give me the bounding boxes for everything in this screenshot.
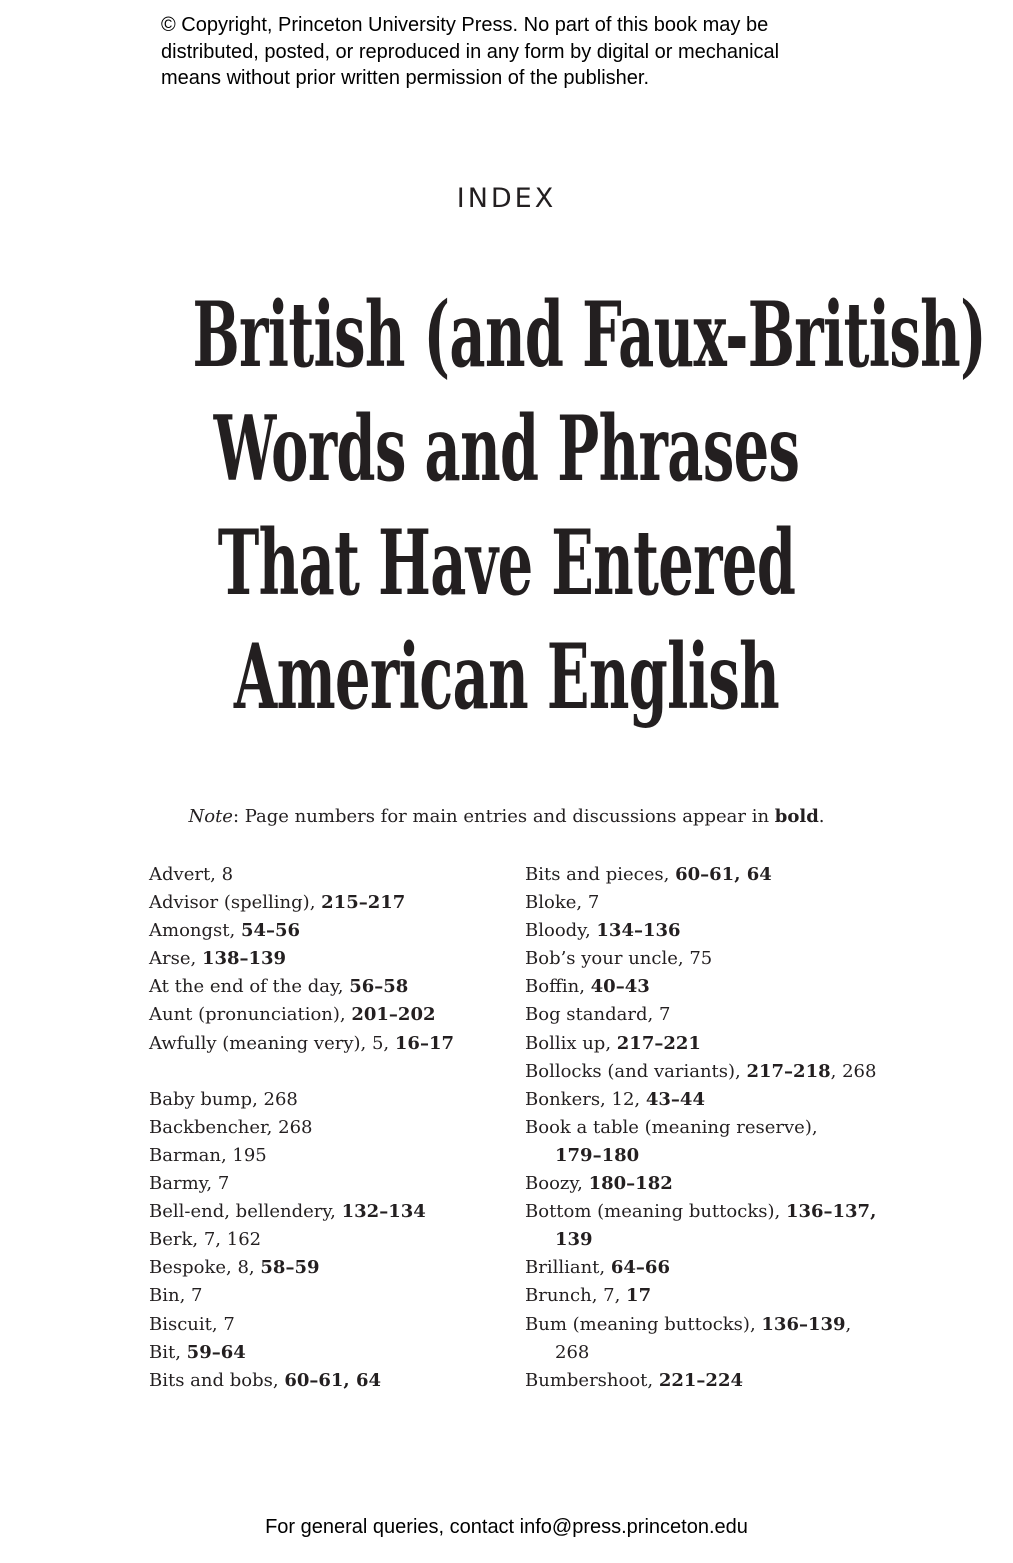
copyright-line: means without prior written permission of the publisher.: [161, 67, 650, 89]
entry-term: Brilliant,: [525, 1257, 611, 1279]
entry-term: Bloke,: [525, 892, 588, 914]
entry-plain: 7: [217, 1173, 230, 1195]
entry-bold: 132–134: [341, 1201, 426, 1223]
index-entry: [149, 1282, 509, 1310]
entry-term: Boozy,: [525, 1173, 589, 1195]
index-entry: [149, 1198, 509, 1226]
index-entry: [149, 973, 509, 1001]
entry-term: Bloody,: [525, 920, 597, 942]
index-entry: [149, 861, 509, 889]
entry-term: Book a table (meaning reserve),: [525, 1116, 818, 1138]
entry-plain: 7: [587, 892, 600, 914]
entry-term: At the end of the day,: [149, 976, 350, 998]
entry-term: Bumbershoot,: [525, 1369, 659, 1391]
entry-bold: 16–17: [394, 1032, 454, 1054]
index-entry: [525, 889, 870, 917]
entry-term: Baby bump,: [149, 1088, 264, 1110]
index-entry: [525, 1058, 877, 1086]
entry-bold: 221–224: [658, 1369, 744, 1391]
title-line: That Have Entered: [217, 510, 796, 616]
entry-term: Bottom (meaning buttocks),: [525, 1201, 786, 1223]
entry-term: Bespoke,: [149, 1257, 238, 1279]
title-line: British (and Faux-British): [192, 282, 986, 388]
entry-bold: 60–61, 64: [284, 1369, 381, 1391]
index-group-a: [149, 861, 509, 1058]
index-entry: [149, 1001, 509, 1029]
index-entry: [525, 1311, 870, 1339]
entry-plain: 268: [555, 1341, 590, 1363]
copyright-line: distributed, posted, or reproduced in any form by digital or mechanical: [161, 40, 780, 63]
entry-term: Bonkers,: [525, 1088, 612, 1110]
index-entry: [525, 861, 870, 889]
entry-bold: 139: [555, 1229, 593, 1251]
entry-plain: 8,: [237, 1257, 261, 1279]
entry-plain: 7: [223, 1313, 235, 1335]
index-entry: [149, 945, 509, 973]
entry-bold: 179–180: [555, 1144, 640, 1166]
entry-term: Amongst,: [149, 920, 241, 942]
index-entry: [149, 1086, 509, 1114]
entry-term: Advert,: [149, 864, 222, 885]
index-entry: [525, 973, 870, 1001]
index-entry: [525, 1086, 870, 1114]
index-entry: [149, 1142, 509, 1170]
index-entry: [525, 1001, 870, 1029]
entry-term: Bollix up,: [525, 1032, 617, 1054]
index-entry: [525, 1030, 870, 1058]
entry-plain: 7: [658, 1004, 671, 1026]
entry-tail: ,: [845, 1313, 852, 1335]
entry-plain: 268: [263, 1088, 298, 1110]
entry-plain: 195: [232, 1144, 267, 1166]
entry-bold: 138–139: [201, 948, 287, 970]
entry-term: Boffin,: [525, 976, 591, 998]
entry-term: Bits and pieces,: [525, 864, 676, 885]
index-entry: [149, 1339, 509, 1367]
entry-bold: 54–56: [240, 920, 301, 942]
index-entry: [149, 1030, 509, 1058]
entry-bold: 134–136: [596, 920, 681, 942]
copyright-notice: [161, 12, 881, 92]
entry-term: Barmy,: [149, 1173, 218, 1195]
page-title: [0, 278, 1013, 734]
entry-term: Bog standard,: [525, 1004, 659, 1026]
entry-bold: 58–59: [260, 1257, 320, 1279]
entry-bold: 215–217: [321, 892, 406, 914]
section-label: INDEX: [456, 183, 557, 214]
note-label: Note: [188, 806, 233, 827]
index-entry: [149, 1311, 509, 1339]
entry-term: Berk,: [149, 1229, 204, 1251]
index-entry: [525, 945, 870, 973]
group-spacer: [149, 1058, 509, 1086]
index-entry: [525, 1198, 877, 1226]
entry-term: Bits and bobs,: [149, 1369, 285, 1391]
entry-bold: 59–64: [186, 1341, 246, 1363]
entry-bold: 56–58: [349, 976, 409, 998]
entry-plain: 268: [278, 1116, 313, 1138]
entry-bold: 43–44: [645, 1088, 705, 1110]
entry-term: Backbencher,: [149, 1116, 279, 1138]
entry-term: Bell-end, bellendery,: [149, 1201, 342, 1223]
entry-term: Aunt (pronunciation),: [149, 1004, 352, 1026]
index-entry-continuation: [525, 1142, 870, 1170]
entry-term: Barman,: [149, 1144, 233, 1166]
note-bold-word: bold: [774, 806, 819, 827]
index-entry-continuation: [525, 1226, 870, 1254]
entry-bold: 136–137,: [785, 1201, 877, 1223]
entry-term: Bollocks (and variants),: [525, 1060, 747, 1082]
index-entry: [149, 917, 509, 945]
entry-bold: 217–218: [746, 1060, 831, 1082]
index-group-b: [149, 1086, 509, 1395]
entry-term: Bin,: [149, 1285, 192, 1307]
index-note: [0, 806, 1013, 827]
entry-plain: 7,: [603, 1285, 627, 1307]
note-end: .: [818, 806, 825, 827]
index-column-left: [149, 861, 509, 1395]
index-entry: [149, 1170, 509, 1198]
entry-term: Advisor (spelling),: [149, 892, 322, 914]
index-entry-continuation: [525, 1339, 870, 1367]
entry-bold: 180–182: [588, 1173, 673, 1195]
note-text: : Page numbers for main entries and discussions appear in: [232, 806, 775, 827]
entry-bold: 136–139: [761, 1313, 846, 1335]
entry-bold: 60–61, 64: [675, 864, 772, 885]
index-entry: [149, 1226, 509, 1254]
entry-bold: 40–43: [590, 976, 650, 998]
index-entry: [149, 1367, 509, 1395]
index-group-b-continued: [525, 861, 877, 1395]
index-column-right: [525, 861, 877, 1395]
entry-term: Brunch,: [525, 1285, 604, 1307]
entry-plain: 12,: [611, 1088, 646, 1110]
entry-term: Arse,: [149, 948, 202, 970]
index-entry: [149, 889, 509, 917]
entry-term: Awfully (meaning very),: [149, 1032, 372, 1054]
entry-plain: 8: [221, 864, 234, 885]
entry-bold: 201–202: [351, 1004, 436, 1026]
index-entry: [525, 1114, 870, 1142]
entry-tail: , 268: [830, 1060, 877, 1082]
entry-term: Bum (meaning buttocks),: [525, 1313, 762, 1335]
title-line: American English: [233, 624, 780, 730]
index-entry: [525, 1367, 870, 1395]
entry-plain: 5,: [371, 1032, 395, 1054]
entry-bold: 217–221: [616, 1032, 701, 1054]
entry-bold: 64–66: [610, 1257, 670, 1279]
entry-plain: 75: [689, 948, 713, 970]
copyright-line: © Copyright, Princeton University Press. No part of this book may be: [161, 14, 769, 36]
entry-plain: 7: [191, 1285, 203, 1307]
index-entry: [149, 1114, 509, 1142]
entry-plain: 7, 162: [203, 1229, 262, 1251]
entry-term: Bob’s your uncle,: [525, 948, 690, 970]
index-entry: [149, 1254, 509, 1282]
index-entry: [525, 1254, 870, 1282]
index-entry: [525, 1170, 870, 1198]
title-line: Words and Phrases: [213, 396, 800, 502]
entry-term: Biscuit,: [149, 1313, 224, 1335]
entry-bold: 17: [626, 1285, 652, 1307]
footer-contact: For general queries, contact info@press.princeton.edu: [265, 1516, 748, 1538]
index-entry: [525, 1282, 870, 1310]
index-entry: [525, 917, 870, 945]
entry-term: Bit,: [149, 1341, 187, 1363]
